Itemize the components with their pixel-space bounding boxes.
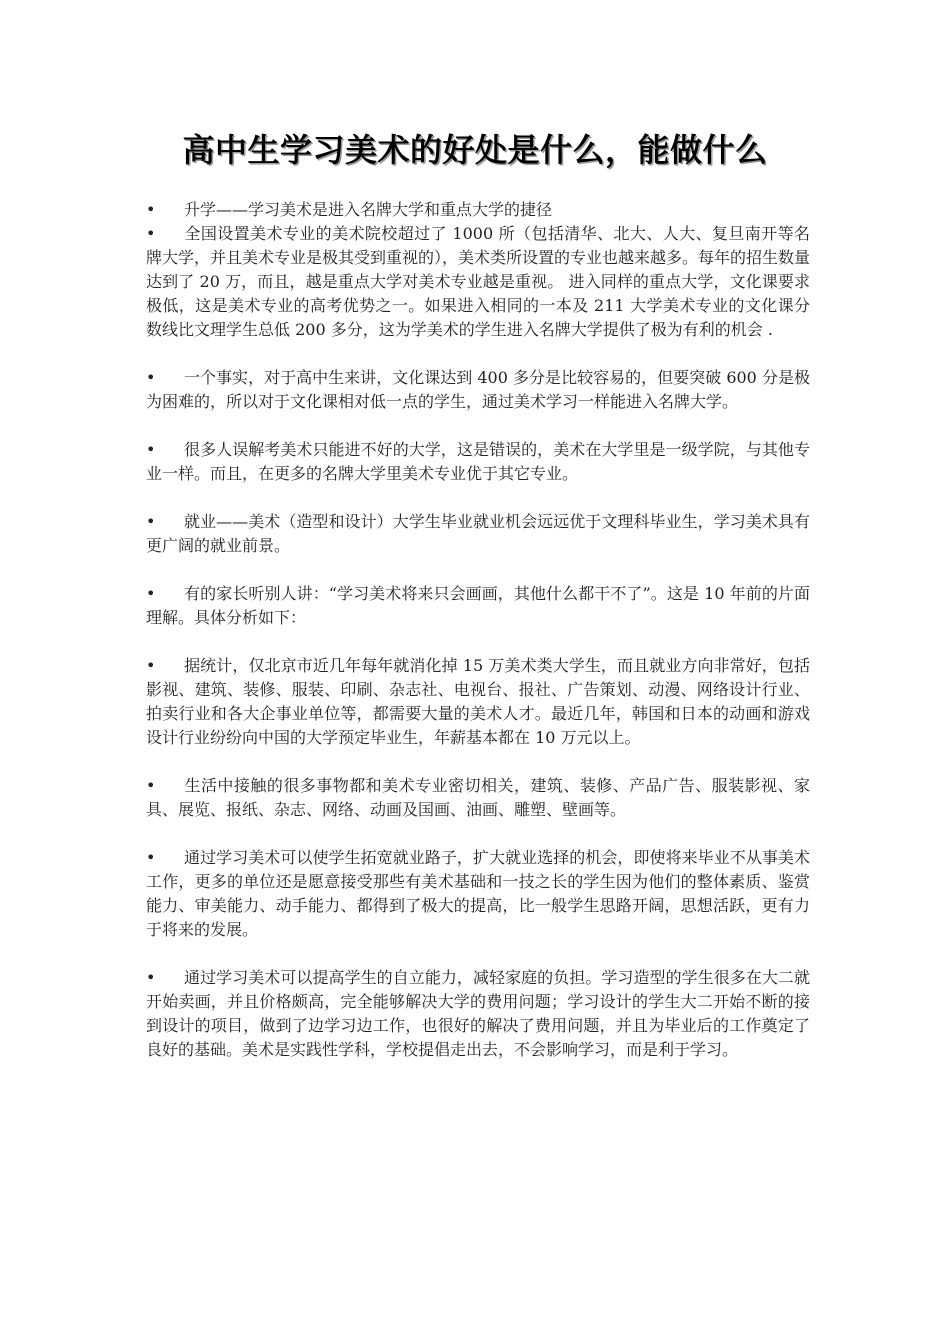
- paragraph: [146, 846, 810, 942]
- paragraph: [146, 222, 810, 342]
- document-body: [146, 198, 810, 1086]
- paragraph: [146, 198, 810, 222]
- paragraph-text: 有的家长听别人讲：“学习美术将来只会画画，其他什么都干不了”。这是 10 年前的片面理解。具体分析如下：: [146, 584, 810, 627]
- paragraph-text: 一个事实，对于高中生来讲，文化课达到 400 多分是比较容易的，但要突破 600 分是极为困难的，所以对于文化课相对低一点的学生，通过美术学习一样能进入名牌大学。: [146, 368, 810, 411]
- bullet-icon: •: [146, 968, 156, 987]
- bullet-icon: •: [146, 440, 156, 459]
- bullet-icon: •: [146, 200, 156, 219]
- paragraph: [146, 966, 810, 1062]
- bullet-icon: •: [146, 224, 156, 243]
- bullet-icon: •: [146, 512, 156, 531]
- paragraph: [146, 654, 810, 750]
- paragraph-text: 通过学习美术可以提高学生的自立能力，减轻家庭的负担。学习造型的学生很多在大二就开始卖画，并且价格颇高，完全能够解决大学的费用问题；学习设计的学生大二开始不断的接到设计的项目，做到了边学习边工作，也很好的解决了费用问题，并且为毕业后的工作奠定了良好的基础。美术是实践性学科，学校提倡走出去，不会影响学习，而是利于学习。: [146, 968, 810, 1059]
- document-title: 高中生学习美术的好处是什么，能做什么: [182, 131, 768, 169]
- bullet-icon: •: [146, 776, 156, 795]
- paragraph-text: 通过学习美术可以使学生拓宽就业路子，扩大就业选择的机会，即使将来毕业不从事美术工作，更多的单位还是愿意接受那些有美术基础和一技之长的学生因为他们的整体素质、鉴赏能力、审美能力、动手能力、都得到了极大的提高，比一般学生思路开阔，思想活跃，更有力于将来的发展。: [146, 848, 810, 939]
- bullet-icon: •: [146, 848, 156, 867]
- paragraph: [146, 366, 810, 414]
- paragraph-text: 据统计，仅北京市近几年每年就消化掉 15 万美术类大学生，而且就业方向非常好，包括影视、建筑、装修、服装、印刷、杂志社、电视台、报社、广告策划、动漫、网络设计行业、拍卖行业和各大企事业单位等，都需要大量的美术人才。最近几年，韩国和日本的动画和游戏设计行业纷纷向中国的大学预定毕业生，年薪基本都在 10 万元以上。: [146, 656, 810, 747]
- paragraph: [146, 438, 810, 486]
- bullet-icon: •: [146, 584, 156, 603]
- paragraph-text: 全国设置美术专业的美术院校超过了 1000 所（包括清华、北大、人大、复旦南开等名牌大学，并且美术专业是极其受到重视的），美术类所设置的专业也越来越多。每年的招生数量达到了 20 万，而且，越是重点大学对美术专业越是重视。 进入同样的重点大学，文化课要求极低，这是美术专业的高考优势之一。如果进入相同的一本及 211 大学美术专业的文化课分数线比文理学生总低 200 多分，这为学美术的学生进入名牌大学提供了极为有利的机会 .: [146, 224, 811, 339]
- paragraph-text: 很多人误解考美术只能进不好的大学，这是错误的，美术在大学里是一级学院，与其他专业一样。而且，在更多的名牌大学里美术专业优于其它专业。: [146, 440, 810, 483]
- paragraph: [146, 774, 810, 822]
- paragraph-text: 就业——美术（造型和设计）大学生毕业就业机会远远优于文理科毕业生，学习美术具有更广阔的就业前景。: [146, 512, 810, 555]
- paragraph-text: 升学——学习美术是进入名牌大学和重点大学的捷径: [184, 200, 553, 219]
- paragraph-text: 生活中接触的很多事物都和美术专业密切相关，建筑、装修、产品广告、服装影视、家具、展览、报纸、杂志、网络、动画及国画、油画、雕塑、壁画等。: [146, 776, 810, 819]
- bullet-icon: •: [146, 656, 156, 675]
- paragraph: [146, 582, 810, 630]
- bullet-icon: •: [146, 368, 156, 387]
- paragraph: [146, 510, 810, 558]
